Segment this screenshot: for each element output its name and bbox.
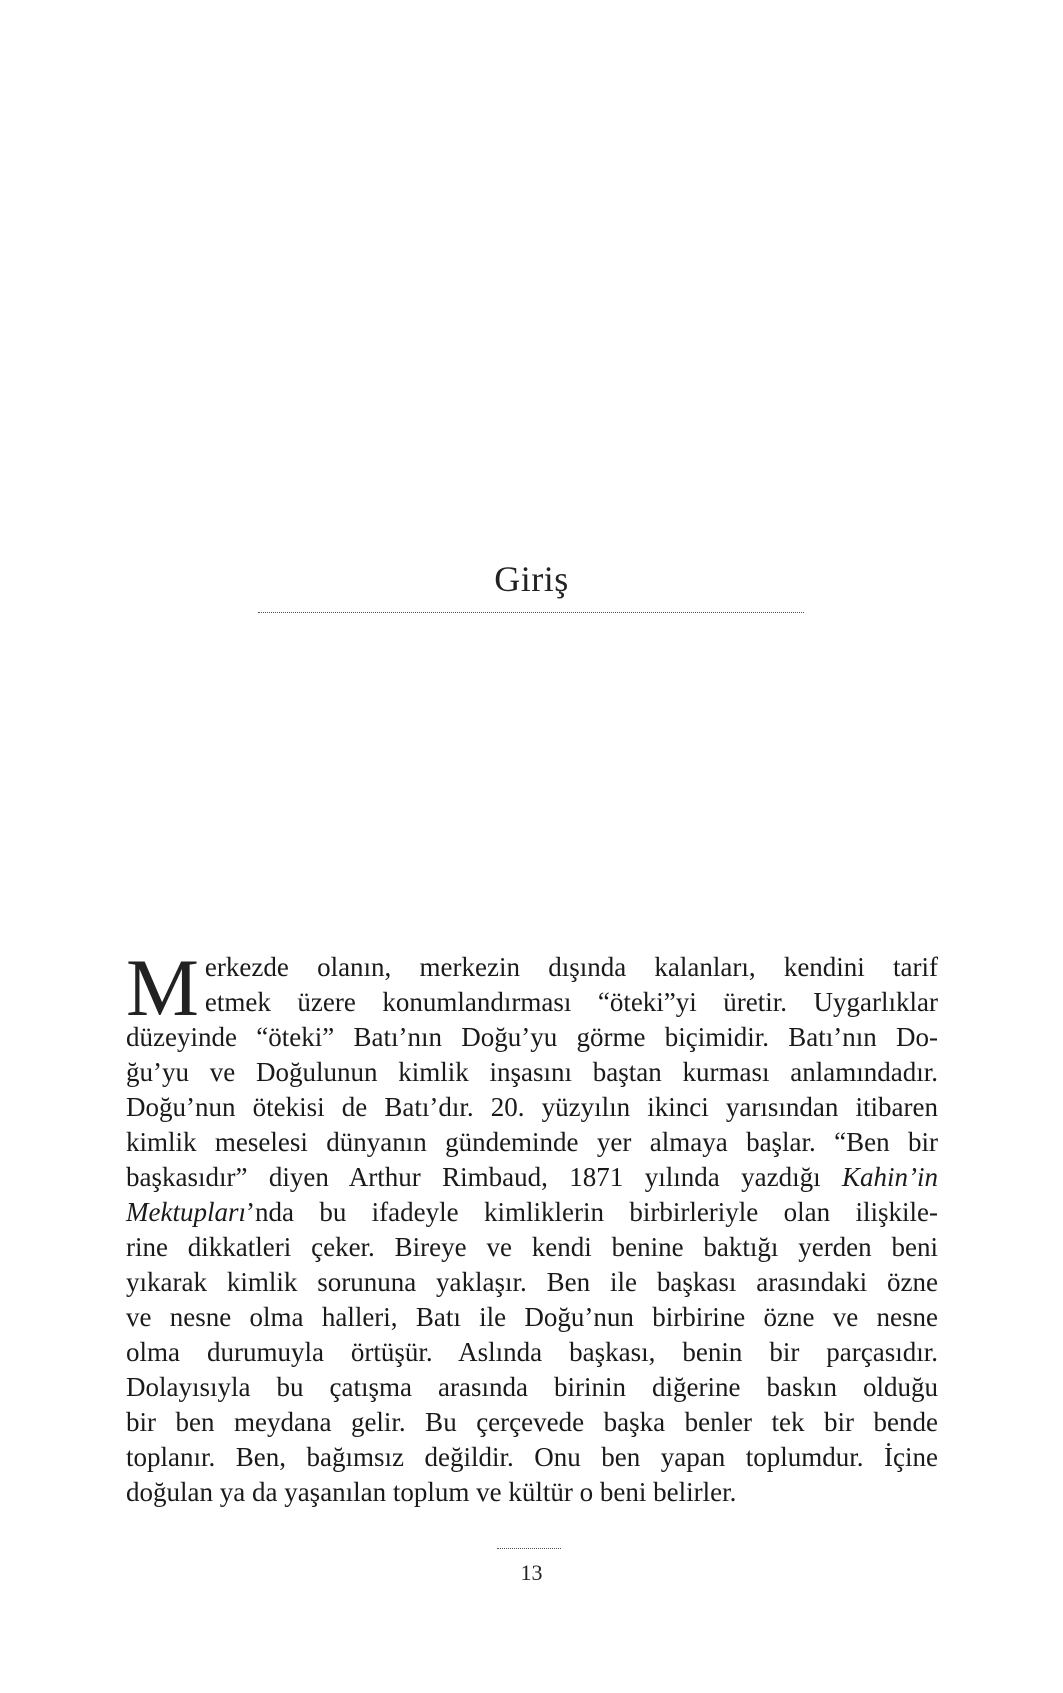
page-number: 13 bbox=[520, 1560, 543, 1585]
line-text: ’nda bu ifadeyle kimliklerin birbirleriyle olan ilişkile- bbox=[245, 1197, 938, 1227]
drop-cap: M bbox=[126, 942, 199, 1033]
paragraph-line: etmek üzere konumlandırması “öteki”yi üretir. Uygarlıklar bbox=[204, 987, 938, 1017]
paragraph-line: rine dikkatleri çeker. Bireye ve kendi benine baktığı yerden beni bbox=[126, 1232, 938, 1262]
paragraph-line bbox=[126, 1195, 938, 1230]
line-text: başkasıdır” diyen Arthur Rimbaud, 1871 yılında yazdığı bbox=[126, 1162, 821, 1192]
chapter-title: Giriş bbox=[494, 559, 569, 599]
paragraph-line: bir ben meydana gelir. Bu çerçevede başka benler tek bir bende bbox=[126, 1407, 938, 1437]
paragraph-line: Dolayısıyla bu çatışma arasında birinin diğerine baskın olduğu bbox=[126, 1372, 938, 1402]
paragraph-line: olma durumuyla örtüşür. Aslında başkası, benin bir parçasıdır. bbox=[126, 1337, 938, 1367]
paragraph-line: ve nesne olma halleri, Batı ile Doğu’nun birbirine özne ve nesne bbox=[126, 1302, 938, 1332]
paragraph-line bbox=[126, 1160, 938, 1195]
paragraph-line: yıkarak kimlik sorununa yaklaşır. Ben ile başkası arasındaki özne bbox=[126, 1267, 938, 1297]
paragraph-line: kimlik meselesi dünyanın gündeminde yer almaya başlar. “Ben bir bbox=[126, 1127, 938, 1157]
paragraph-line: toplanır. Ben, bağımsız değildir. Onu ben yapan toplumdur. İçine bbox=[126, 1442, 938, 1472]
book-title-italic: Kahin’in bbox=[841, 1162, 938, 1192]
paragraph-line: düzeyinde “öteki” Batı’nın Doğu’yu görme biçimidir. Batı’nın Do- bbox=[126, 1022, 938, 1052]
paragraph-line: Doğu’nun ötekisi de Batı’dır. 20. yüzyılın ikinci yarısından itibaren bbox=[126, 1092, 938, 1122]
title-divider bbox=[258, 612, 804, 613]
book-title-italic: Mektupları bbox=[126, 1197, 246, 1227]
paragraph-line: erkezde olanın, merkezin dışında kalanları, kendini tarif bbox=[204, 952, 938, 982]
footer-divider bbox=[497, 1548, 561, 1549]
paragraph-line: doğulan ya da yaşanılan toplum ve kültür o beni belirler. bbox=[126, 1477, 737, 1507]
paragraph-line: ğu’yu ve Doğulunun kimlik inşasını baştan kurması anlamındadır. bbox=[126, 1057, 938, 1087]
body-paragraph bbox=[126, 942, 938, 1510]
